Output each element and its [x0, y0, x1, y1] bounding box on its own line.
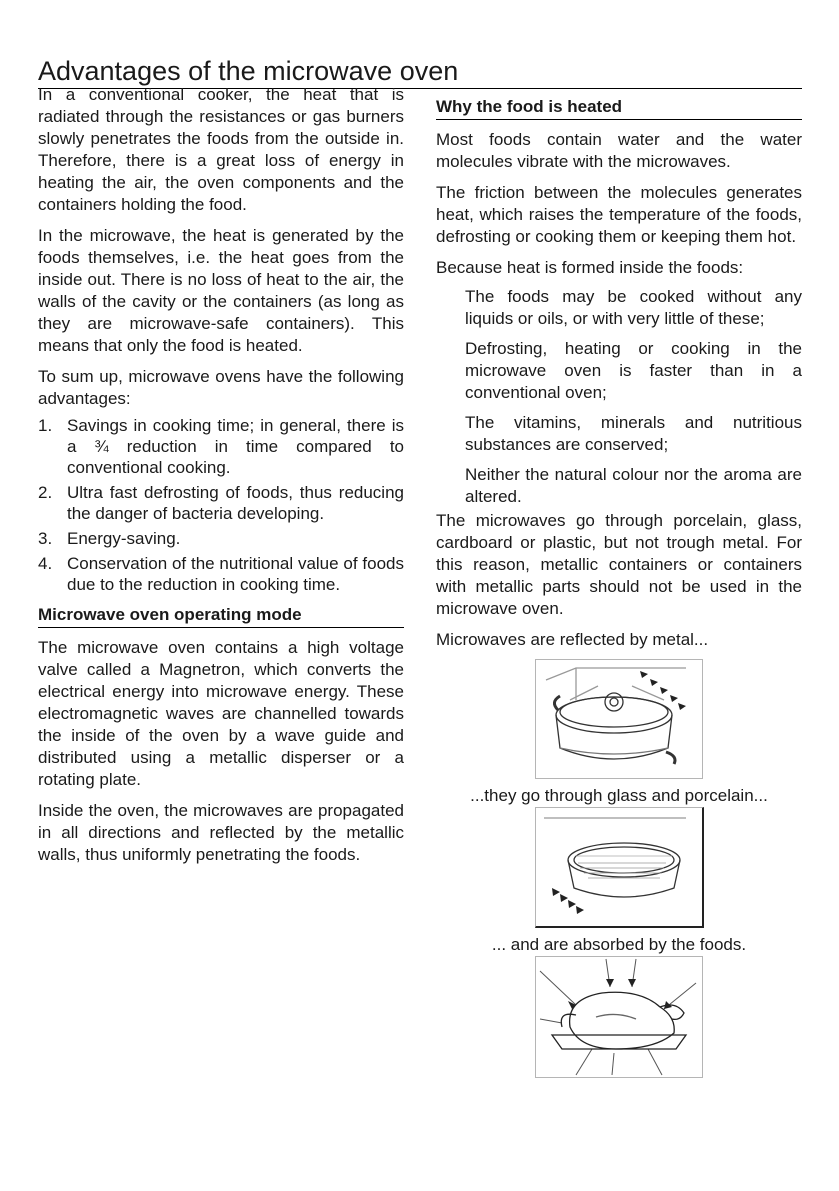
glass-dish-illustration [535, 807, 704, 928]
metal-pot-illustration [535, 659, 703, 779]
figure-caption: ... and are absorbed by the foods. [491, 935, 747, 954]
list-item: The vitamins, minerals and nutritious substances are conserved; [465, 413, 802, 454]
paragraph: The microwaves go through porcelain, glass, cardboard or plastic, but not trough metal. For this reason, metallic containers or containers with metallic parts should not be used in the microwave oven. [436, 511, 802, 618]
list-item [38, 553, 404, 595]
list-item: Neither the natural colour nor the aroma are altered. [465, 465, 802, 506]
list-item-text: Ultra fast defrosting of foods, thus reducing the danger of bacteria developing. [67, 483, 404, 523]
paragraph: To sum up, microwave ovens have the following advantages: [38, 367, 404, 408]
benefits-list [436, 286, 802, 508]
list-number: 1. [38, 416, 53, 435]
advantages-list [38, 415, 404, 595]
paragraph: Because heat is formed inside the foods: [436, 258, 744, 277]
paragraph: In a conventional cooker, the heat that is radiated through the resistances or gas burners slowly penetrates the foods from the outside in. Therefore, there is a great loss of energy in heating the air, the oven components and the containers holding the food. [38, 85, 404, 214]
list-number: 4. [38, 554, 53, 573]
right-column [436, 84, 802, 1078]
paragraph: The friction between the molecules generates heat, which raises the temperature of the foods, defrosting or cooking them or keeping them hot. [436, 183, 802, 246]
list-item-text: Savings in cooking time; in general, there is a ¾ reduction in time compared to conventional cooking. [67, 416, 404, 477]
list-item [38, 528, 404, 549]
list-number: 3. [38, 529, 53, 548]
section-heading: Why the food is heated [436, 96, 802, 120]
section-heading: Microwave oven operating mode [38, 604, 404, 628]
paragraph: Inside the oven, the microwaves are propagated in all directions and reflected by the metallic walls, thus uniformly penetrating the foods. [38, 801, 404, 864]
list-item: Defrosting, heating or cooking in the microwave oven is faster than in a conventional oven; [465, 339, 802, 402]
list-item [38, 482, 404, 524]
paragraph: Most foods contain water and the water molecules vibrate with the microwaves. [436, 130, 802, 171]
list-number: 2. [38, 483, 53, 502]
figure-caption: Microwaves are reflected by metal... [436, 630, 709, 649]
page-title: Advantages of the microwave oven [38, 54, 802, 89]
paragraph: In the microwave, the heat is generated by the foods themselves, i.e. the heat goes from the inside out. There is no loss of heat to the air, the walls of the cavity or the containers (as long as they are microwave-safe containers). This means that only the food is heated. [38, 226, 404, 355]
list-item [38, 415, 404, 478]
list-item-text: Energy-saving. [67, 529, 181, 548]
roast-chicken-illustration [535, 956, 703, 1078]
list-item-text: Conservation of the nutritional value of foods due to the reduction in cooking time. [67, 554, 404, 594]
left-column [38, 84, 404, 875]
figure-caption: ...they go through glass and porcelain... [470, 786, 768, 805]
list-item: The foods may be cooked without any liquids or oils, or with very little of these; [465, 287, 802, 328]
paragraph: The microwave oven contains a high voltage valve called a Magnetron, which converts the electrical energy into microwave energy. These electromagnetic waves are channelled towards the inside of the oven by a wave guide and distributed using a metallic disperser or a rotating plate. [38, 638, 404, 789]
